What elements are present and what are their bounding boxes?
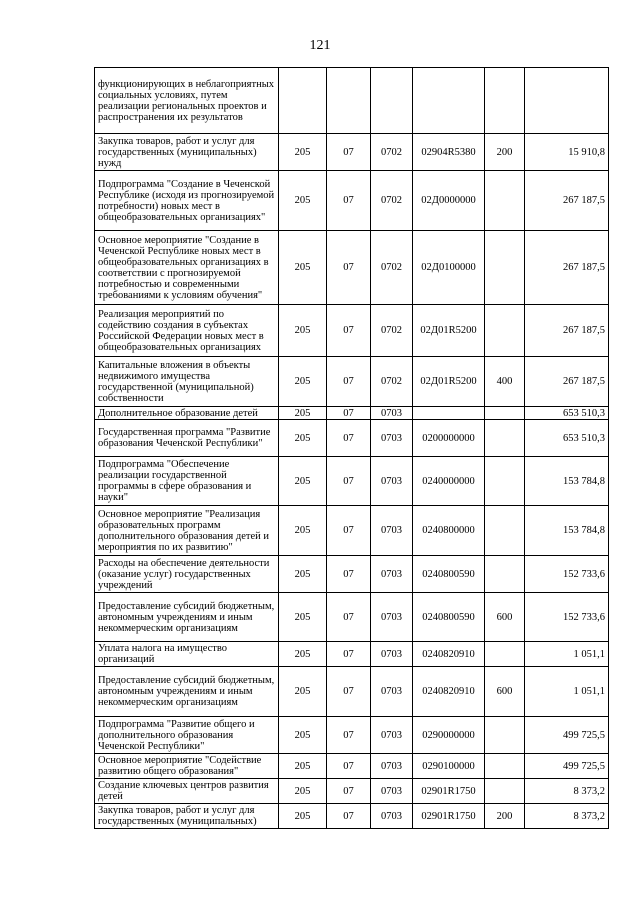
target-article-cell: 02901R1750 — [413, 804, 485, 829]
ministry-code-cell: 205 — [279, 667, 327, 717]
expense-type-cell — [485, 231, 525, 305]
amount-cell: 152 733,6 — [525, 556, 609, 593]
section-code-cell: 07 — [327, 779, 371, 804]
expense-type-cell: 600 — [485, 593, 525, 642]
target-article-cell — [413, 68, 485, 134]
expense-type-cell: 200 — [485, 804, 525, 829]
subsection-code-cell: 0703 — [371, 457, 413, 506]
row-name-cell: Государственная программа "Развитие образования Чеченской Республики" — [95, 420, 279, 457]
subsection-code-cell: 0703 — [371, 506, 413, 556]
subsection-code-cell: 0703 — [371, 779, 413, 804]
table-row — [95, 779, 609, 804]
ministry-code-cell: 205 — [279, 171, 327, 231]
subsection-code-cell: 0703 — [371, 804, 413, 829]
row-name-cell: Основное мероприятие "Содействие развитию общего образования" — [95, 754, 279, 779]
subsection-code-cell: 0703 — [371, 556, 413, 593]
ministry-code-cell: 205 — [279, 642, 327, 667]
section-code-cell: 07 — [327, 556, 371, 593]
target-article-cell: 0240820910 — [413, 667, 485, 717]
section-code-cell: 07 — [327, 357, 371, 407]
amount-cell: 1 051,1 — [525, 642, 609, 667]
row-name-cell: Создание ключевых центров развития детей — [95, 779, 279, 804]
expense-type-cell: 600 — [485, 667, 525, 717]
section-code-cell: 07 — [327, 407, 371, 420]
table-row — [95, 305, 609, 357]
amount-cell: 1 051,1 — [525, 667, 609, 717]
expense-type-cell — [485, 506, 525, 556]
section-code-cell: 07 — [327, 593, 371, 642]
ministry-code-cell: 205 — [279, 804, 327, 829]
table-row — [95, 357, 609, 407]
subsection-code-cell: 0703 — [371, 717, 413, 754]
ministry-code-cell: 205 — [279, 231, 327, 305]
section-code-cell: 07 — [327, 717, 371, 754]
amount-cell: 15 910,8 — [525, 134, 609, 171]
table-row — [95, 667, 609, 717]
section-code-cell: 07 — [327, 642, 371, 667]
row-name-cell: Предоставление субсидий бюджетным, автономным учреждениям и иным некоммерческим организациям — [95, 667, 279, 717]
target-article-cell: 02Д0100000 — [413, 231, 485, 305]
ministry-code-cell: 205 — [279, 754, 327, 779]
table-row — [95, 804, 609, 829]
page-number: 121 — [309, 38, 331, 53]
target-article-cell: 0290000000 — [413, 717, 485, 754]
section-code-cell: 07 — [327, 420, 371, 457]
section-code-cell: 07 — [327, 134, 371, 171]
target-article-cell: 0240800590 — [413, 556, 485, 593]
amount-cell: 499 725,5 — [525, 717, 609, 754]
amount-cell: 267 187,5 — [525, 171, 609, 231]
table-row — [95, 717, 609, 754]
ministry-code-cell: 205 — [279, 717, 327, 754]
table-row — [95, 68, 609, 134]
target-article-cell: 02Д01R5200 — [413, 357, 485, 407]
amount-cell: 8 373,2 — [525, 804, 609, 829]
subsection-code-cell: 0703 — [371, 593, 413, 642]
target-article-cell: 02Д0000000 — [413, 171, 485, 231]
budget-table — [94, 67, 609, 829]
target-article-cell: 02Д01R5200 — [413, 305, 485, 357]
row-name-cell: функционирующих в неблагоприятных социальных условиях, путем реализации региональных проектов и распространения их результатов — [95, 68, 279, 134]
amount-cell — [525, 68, 609, 134]
subsection-code-cell: 0702 — [371, 134, 413, 171]
row-name-cell: Закупка товаров, работ и услуг для государственных (муниципальных) — [95, 804, 279, 829]
subsection-code-cell — [371, 68, 413, 134]
amount-cell: 152 733,6 — [525, 593, 609, 642]
expense-type-cell — [485, 457, 525, 506]
subsection-code-cell: 0702 — [371, 231, 413, 305]
table-row — [95, 593, 609, 642]
ministry-code-cell: 205 — [279, 134, 327, 171]
amount-cell: 499 725,5 — [525, 754, 609, 779]
row-name-cell: Подпрограмма "Создание в Чеченской Республике (исходя из прогнозируемой потребности) новых мест в общеобразовательных организациях" — [95, 171, 279, 231]
amount-cell: 153 784,8 — [525, 506, 609, 556]
expense-type-cell — [485, 779, 525, 804]
table-row — [95, 642, 609, 667]
amount-cell: 153 784,8 — [525, 457, 609, 506]
target-article-cell — [413, 407, 485, 420]
ministry-code-cell: 205 — [279, 420, 327, 457]
target-article-cell: 0240800000 — [413, 506, 485, 556]
ministry-code-cell: 205 — [279, 407, 327, 420]
row-name-cell: Дополнительное образование детей — [95, 407, 279, 420]
expense-type-cell — [485, 407, 525, 420]
expense-type-cell — [485, 305, 525, 357]
expense-type-cell — [485, 420, 525, 457]
row-name-cell: Основное мероприятие "Реализация образовательных программ дополнительного образования детей и мероприятия по их развитию" — [95, 506, 279, 556]
section-code-cell: 07 — [327, 231, 371, 305]
amount-cell: 653 510,3 — [525, 407, 609, 420]
row-name-cell: Предоставление субсидий бюджетным, автономным учреждениям и иным некоммерческим организациям — [95, 593, 279, 642]
expense-type-cell — [485, 717, 525, 754]
row-name-cell: Реализация мероприятий по содействию создания в субъектах Российской Федерации новых мест в общеобразовательных организациях — [95, 305, 279, 357]
ministry-code-cell: 205 — [279, 305, 327, 357]
row-name-cell: Уплата налога на имущество организаций — [95, 642, 279, 667]
row-name-cell: Расходы на обеспечение деятельности (оказание услуг) государственных учреждений — [95, 556, 279, 593]
table-row — [95, 556, 609, 593]
target-article-cell: 0240820910 — [413, 642, 485, 667]
table-row — [95, 457, 609, 506]
expense-type-cell — [485, 754, 525, 779]
target-article-cell: 0290100000 — [413, 754, 485, 779]
section-code-cell: 07 — [327, 171, 371, 231]
row-name-cell: Подпрограмма "Развитие общего и дополнительного образования Чеченской Республики" — [95, 717, 279, 754]
expense-type-cell: 400 — [485, 357, 525, 407]
ministry-code-cell: 205 — [279, 357, 327, 407]
ministry-code-cell: 205 — [279, 506, 327, 556]
ministry-code-cell: 205 — [279, 457, 327, 506]
section-code-cell: 07 — [327, 804, 371, 829]
amount-cell: 267 187,5 — [525, 305, 609, 357]
row-name-cell: Основное мероприятие "Создание в Чеченской Республике новых мест в общеобразовательных организациях в соответствии с прогнозируемой потребностью и современными требованиями к условиям обучения" — [95, 231, 279, 305]
table-row — [95, 134, 609, 171]
amount-cell: 267 187,5 — [525, 357, 609, 407]
expense-type-cell: 200 — [485, 134, 525, 171]
expense-type-cell — [485, 68, 525, 134]
section-code-cell: 07 — [327, 457, 371, 506]
table-row — [95, 420, 609, 457]
target-article-cell: 0200000000 — [413, 420, 485, 457]
section-code-cell — [327, 68, 371, 134]
target-article-cell: 02901R1750 — [413, 779, 485, 804]
amount-cell: 653 510,3 — [525, 420, 609, 457]
target-article-cell: 0240000000 — [413, 457, 485, 506]
subsection-code-cell: 0703 — [371, 420, 413, 457]
row-name-cell: Подпрограмма "Обеспечение реализации государственной программы в сфере образования и науки" — [95, 457, 279, 506]
subsection-code-cell: 0703 — [371, 407, 413, 420]
subsection-code-cell: 0703 — [371, 667, 413, 717]
expense-type-cell — [485, 642, 525, 667]
subsection-code-cell: 0702 — [371, 171, 413, 231]
table-row — [95, 506, 609, 556]
table-row — [95, 407, 609, 420]
amount-cell: 267 187,5 — [525, 231, 609, 305]
row-name-cell: Закупка товаров, работ и услуг для государственных (муниципальных) нужд — [95, 134, 279, 171]
section-code-cell: 07 — [327, 667, 371, 717]
table-row — [95, 171, 609, 231]
target-article-cell: 0240800590 — [413, 593, 485, 642]
row-name-cell: Капитальные вложения в объекты недвижимого имущества государственной (муниципальной) собственности — [95, 357, 279, 407]
subsection-code-cell: 0703 — [371, 642, 413, 667]
ministry-code-cell: 205 — [279, 556, 327, 593]
table-row — [95, 231, 609, 305]
expense-type-cell — [485, 556, 525, 593]
target-article-cell: 02904R5380 — [413, 134, 485, 171]
section-code-cell: 07 — [327, 305, 371, 357]
ministry-code-cell — [279, 68, 327, 134]
subsection-code-cell: 0702 — [371, 305, 413, 357]
section-code-cell: 07 — [327, 754, 371, 779]
amount-cell: 8 373,2 — [525, 779, 609, 804]
ministry-code-cell: 205 — [279, 593, 327, 642]
table-row — [95, 754, 609, 779]
subsection-code-cell: 0703 — [371, 754, 413, 779]
subsection-code-cell: 0702 — [371, 357, 413, 407]
expense-type-cell — [485, 171, 525, 231]
section-code-cell: 07 — [327, 506, 371, 556]
budget-table-body — [95, 68, 609, 829]
ministry-code-cell: 205 — [279, 779, 327, 804]
